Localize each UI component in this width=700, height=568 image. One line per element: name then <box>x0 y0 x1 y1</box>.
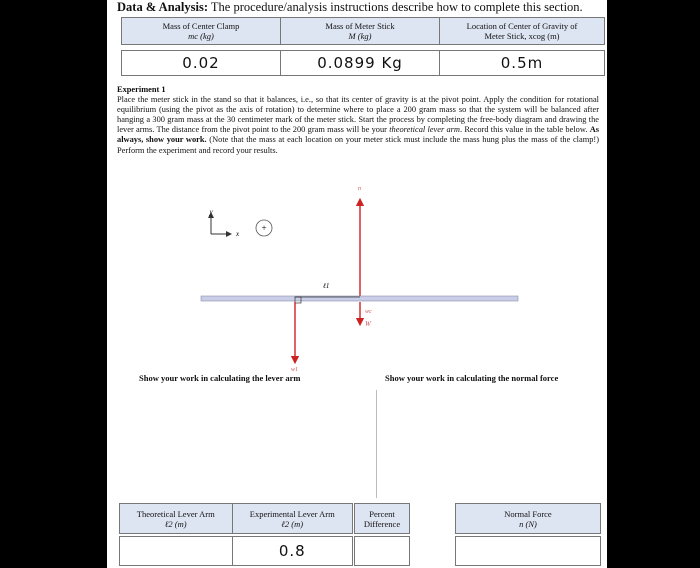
rotation-direction-icon <box>256 220 272 236</box>
header-percent-difference: Percent Difference <box>355 504 410 534</box>
axis-x-label: x <box>236 230 240 238</box>
header-clamp-mass: Mass of Center Clamp mc (kg) <box>122 18 281 45</box>
stick-weight-label: W <box>365 320 371 328</box>
cog-location-cell[interactable]: 0.5m <box>440 51 605 76</box>
clamp-weight-label: wc <box>365 309 372 315</box>
axes-icon <box>208 208 240 238</box>
normal-force-cell[interactable] <box>456 537 601 566</box>
normal-force-work-label: Show your work in calculating the normal force <box>385 373 559 383</box>
experiment-title: Experiment 1 <box>117 85 166 94</box>
results-table <box>119 503 353 566</box>
header-normal-force: Normal Force n (N) <box>456 504 601 534</box>
lever-arm-work-label: Show your work in calculating the lever arm <box>139 373 301 383</box>
experimental-lever-arm-cell[interactable]: 0.8 <box>232 537 353 566</box>
header-cog-location: Location of Center of Gravity of Meter Stick, xcog (m) <box>440 18 605 45</box>
free-body-diagram <box>107 0 607 390</box>
axis-y-label: y <box>209 208 213 216</box>
worksheet-page <box>107 0 607 568</box>
hanging-weight-label: w1 <box>291 367 299 373</box>
normal-force-label: n <box>358 186 361 192</box>
lever-arm-label: ℓ1 <box>323 282 330 290</box>
header-stick-mass: Mass of Meter Stick M (kg) <box>281 18 440 45</box>
experiment-instructions: Experiment 1 Place the meter stick in the stand so that it balances, i.e., so that its center of gravity is at the pivot point. Apply the condition for rotational equilibrium (using the pivot as the axis of rotation) to determine where to place a 200 gram mass so that the system will be balanced after hanging a 300 gram mass at the 30 centimeter mark of the meter stick. Start the process by completing the free-body diagram and drawing the lever arms. The distance from the pivot point to the 200 gram mass will be your theoretical lever arm. Record this value in the table below. As always, show your work. (Note that the mass at each location on your meter stick must include the mass hung plus the mass of the clamp!) Perform the experiment and record your results. <box>117 85 600 155</box>
percent-difference-cell[interactable] <box>355 537 410 566</box>
rotation-sign: + <box>261 223 267 233</box>
stick-mass-cell[interactable]: 0.0899 Kg <box>281 51 440 76</box>
work-divider <box>376 390 377 498</box>
heading-title: Data & Analysis: <box>117 0 208 14</box>
percent-difference-table <box>354 503 410 566</box>
theoretical-lever-arm-cell[interactable] <box>120 537 233 566</box>
normal-force-table <box>455 503 601 566</box>
header-theoretical-lever-arm: Theoretical Lever Arm ℓ2 (m) <box>120 504 233 534</box>
clamp-mass-cell[interactable]: 0.02 <box>122 51 281 76</box>
header-experimental-lever-arm: Experimental Lever Arm ℓ2 (m) <box>232 504 353 534</box>
heading-text: The procedure/analysis instructions describe how to complete this section. <box>210 0 583 14</box>
